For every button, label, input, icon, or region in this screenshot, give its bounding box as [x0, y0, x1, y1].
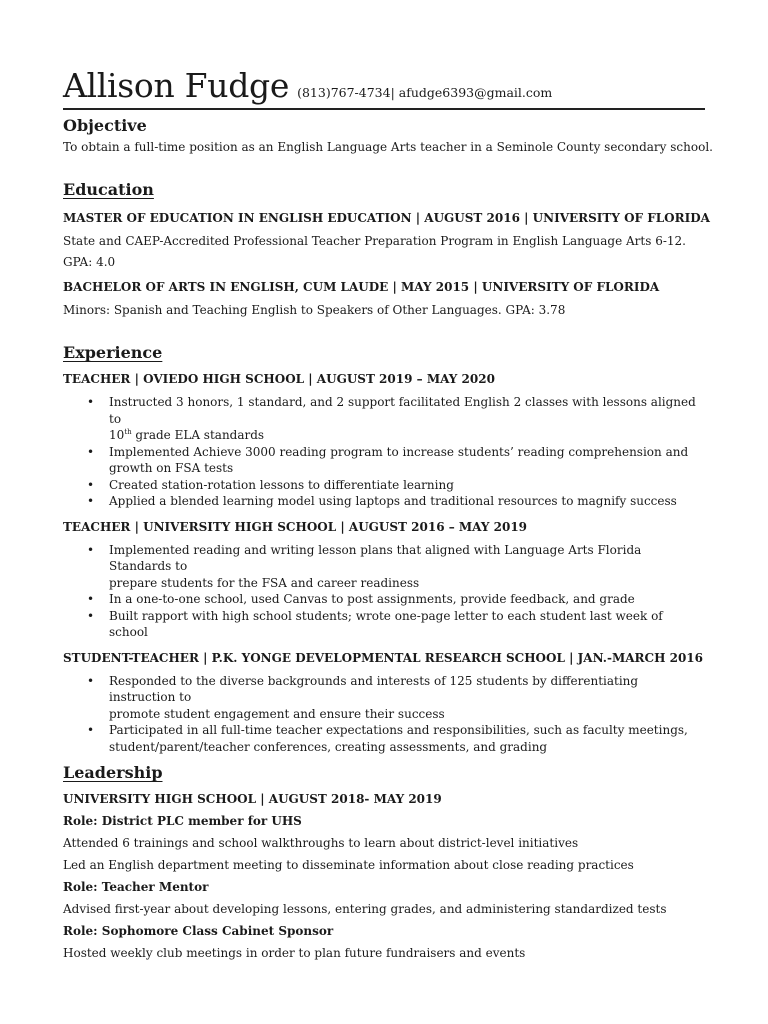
bullet-text: In a one-to-one school, used Canvas to post assignments, provide feedback, and grade: [109, 592, 635, 606]
education-heading: Education: [63, 180, 154, 199]
objective-heading: Objective: [63, 116, 147, 135]
bullet-text: student/parent/teacher conferences, creating assessments, and grading: [109, 739, 548, 754]
bullet-text: Participated in all full-time teacher expectations and responsibilities, such as faculty meetings,: [109, 723, 688, 737]
bullet-text: Implemented reading and writing lesson plans that aligned with Language Arts Florida Standards to: [109, 542, 642, 573]
job-bullets: [63, 394, 705, 510]
bullet-icon: •: [87, 608, 95, 623]
bullet-text: 10: [109, 428, 125, 442]
list-item: [63, 493, 705, 510]
resume-header: [63, 66, 705, 106]
bullet-text: promote student engagement and ensure their success: [109, 706, 445, 721]
bullet-text: Applied a blended learning model using laptops and traditional resources to magnify success: [109, 494, 677, 508]
job-bullets: [63, 542, 705, 641]
education-entry-gpa: GPA: 4.0: [63, 255, 116, 269]
bullet-icon: •: [87, 723, 95, 737]
job-title: TEACHER | UNIVERSITY HIGH SCHOOL | AUGUST 2016 – MAY 2019: [63, 519, 528, 534]
contact-info: (813)767-4734| afudge6393@gmail.com: [297, 85, 553, 100]
leadership-heading: Leadership: [63, 763, 163, 782]
header-divider: [63, 108, 705, 110]
bullet-text: Created station-rotation lessons to differentiate learning: [109, 477, 454, 492]
list-item: [63, 394, 705, 444]
job-bullets: [63, 673, 705, 756]
bullet-text: prepare students for the FSA and career readiness: [109, 575, 420, 590]
leadership-detail: Hosted weekly club meetings in order to plan future fundraisers and events: [63, 946, 526, 960]
leadership-detail: Led an English department meeting to disseminate information about close reading practices: [63, 858, 634, 872]
list-item: [63, 591, 705, 608]
bullet-text: Built rapport with high school students; wrote one-page letter to each student last week of school: [109, 608, 663, 639]
job-title: STUDENT-TEACHER | P.K. YONGE DEVELOPMENTAL RESEARCH SCHOOL | JAN.-MARCH 2016: [63, 650, 703, 665]
list-item: [63, 477, 705, 494]
education-entry-detail: State and CAEP-Accredited Professional Teacher Preparation Program in English Language Arts 6-12.: [63, 234, 686, 248]
list-item: [63, 608, 705, 641]
leadership-title: UNIVERSITY HIGH SCHOOL | AUGUST 2018- MAY 2019: [63, 792, 442, 806]
ordinal-suffix: th: [124, 428, 132, 436]
leadership-role: Role: District PLC member for UHS: [63, 814, 302, 828]
education-entry-detail: Minors: Spanish and Teaching English to Speakers of Other Languages. GPA: 3.78: [63, 303, 566, 317]
leadership-role: Role: Teacher Mentor: [63, 880, 209, 894]
list-item: [63, 673, 705, 723]
bullet-text: Responded to the diverse backgrounds and interests of 125 students by differentiating instruction to: [109, 673, 639, 704]
list-item: [63, 542, 705, 592]
experience-heading: Experience: [63, 343, 163, 362]
leadership-role: Role: Sophomore Class Cabinet Sponsor: [63, 924, 334, 938]
leadership-detail: Attended 6 trainings and school walkthroughs to learn about district-level initiatives: [63, 836, 579, 850]
candidate-name: Allison Fudge: [63, 66, 290, 105]
resume-page: [63, 66, 713, 962]
bullet-icon: •: [87, 494, 95, 508]
list-item: [63, 722, 705, 755]
bullet-icon: •: [87, 542, 95, 557]
bullet-text: growth on FSA tests: [109, 461, 234, 475]
job-title: TEACHER | OVIEDO HIGH SCHOOL | AUGUST 2019 – MAY 2020: [63, 372, 495, 386]
bullet-icon: •: [87, 395, 95, 409]
bullet-text: Implemented Achieve 3000 reading program to increase students’ reading comprehension and: [109, 444, 689, 459]
bullet-text: grade ELA standards: [131, 428, 265, 442]
bullet-icon: •: [87, 592, 95, 606]
education-entry-title: MASTER OF EDUCATION IN ENGLISH EDUCATION | AUGUST 2016 | UNIVERSITY OF FLORIDA: [63, 211, 710, 225]
education-entry-title: BACHELOR OF ARTS IN ENGLISH, CUM LAUDE | MAY 2015 | UNIVERSITY OF FLORIDA: [63, 280, 660, 294]
bullet-icon: •: [87, 444, 95, 459]
bullet-icon: •: [87, 673, 95, 688]
bullet-icon: •: [87, 477, 95, 492]
objective-text: To obtain a full-time position as an English Language Arts teacher in a Seminole County secondary school.: [63, 140, 713, 154]
list-item: [63, 444, 705, 477]
leadership-detail: Advised first-year about developing lessons, entering grades, and administering standardized tests: [63, 902, 667, 916]
bullet-text: Instructed 3 honors, 1 standard, and 2 support facilitated English 2 classes with lessons aligned to: [109, 395, 696, 426]
